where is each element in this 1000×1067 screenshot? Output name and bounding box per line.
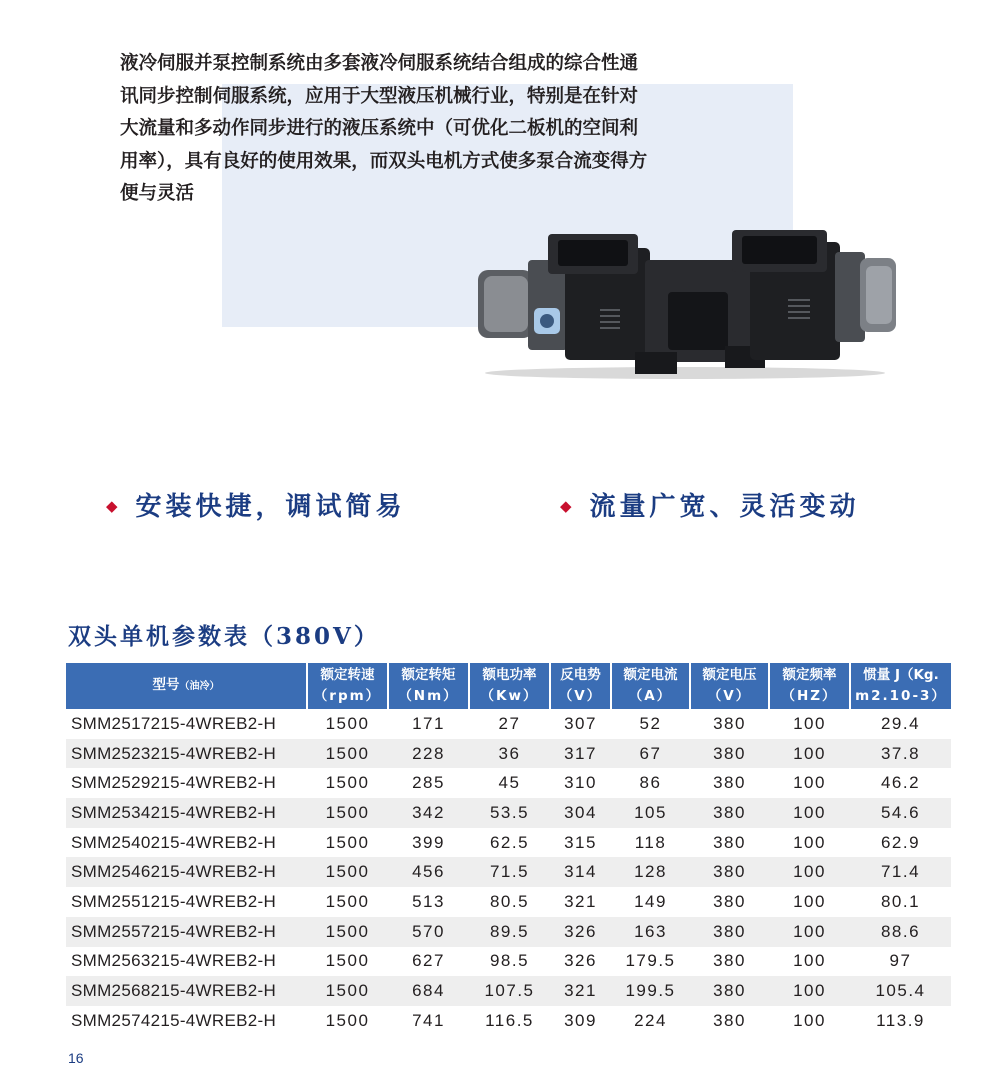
header-main: 额定电流: [623, 667, 678, 683]
cell-rated-voltage: 380: [690, 887, 769, 917]
cell-model: SMM2534215-4WREB2-H: [66, 798, 307, 828]
table-row: [66, 768, 951, 798]
table-row: [66, 828, 951, 858]
cell-rated-current: 67: [611, 739, 690, 769]
cell-model: SMM2517215-4WREB2-H: [66, 709, 307, 739]
cell-inertia: 97: [850, 947, 951, 977]
cell-inertia: 46.2: [850, 768, 951, 798]
cell-rated-speed: 1500: [307, 768, 388, 798]
table-row: [66, 887, 951, 917]
header-main: 额定电压: [702, 667, 757, 683]
cell-back-emf: 304: [550, 798, 611, 828]
feature-text: 流量广宽、灵活变动: [589, 492, 860, 522]
header-unit: （rpm）: [313, 688, 382, 704]
header-unit: m2.10-3）: [855, 688, 947, 704]
cell-back-emf: 321: [550, 887, 611, 917]
cell-rated-speed: 1500: [307, 917, 388, 947]
header-unit: （Nm）: [398, 688, 459, 704]
cell-back-emf: 321: [550, 976, 611, 1006]
cell-rated-power: 71.5: [469, 857, 550, 887]
cell-rated-current: 199.5: [611, 976, 690, 1006]
cell-model: SMM2563215-4WREB2-H: [66, 947, 307, 977]
cell-back-emf: 307: [550, 709, 611, 739]
cell-rated-torque: 228: [388, 739, 469, 769]
cell-rated-speed: 1500: [307, 739, 388, 769]
cell-rated-frequency: 100: [769, 917, 850, 947]
intro-line: 讯同步控制伺服系统，应用于大型液压机械行业，特别是在针对: [120, 85, 639, 107]
table-body: [66, 709, 951, 1036]
table-row: [66, 976, 951, 1006]
cell-rated-power: 107.5: [469, 976, 550, 1006]
cell-inertia: 54.6: [850, 798, 951, 828]
intro-line: 便与灵活: [120, 183, 195, 204]
cell-inertia: 80.1: [850, 887, 951, 917]
header-inertia: [850, 663, 951, 709]
page-number: 16: [68, 1050, 84, 1066]
diamond-bullet-icon: ◆: [106, 497, 118, 515]
cell-rated-power: 45: [469, 768, 550, 798]
table-row: [66, 857, 951, 887]
cell-rated-frequency: 100: [769, 709, 850, 739]
header-rated-power: [469, 663, 550, 709]
header-unit: （V）: [558, 688, 603, 704]
cell-rated-power: 80.5: [469, 887, 550, 917]
header-rated-torque: [388, 663, 469, 709]
cell-inertia: 113.9: [850, 1006, 951, 1036]
cell-rated-power: 89.5: [469, 917, 550, 947]
cell-rated-power: 116.5: [469, 1006, 550, 1036]
cell-rated-current: 179.5: [611, 947, 690, 977]
cell-rated-voltage: 380: [690, 917, 769, 947]
header-rated-current: [611, 663, 690, 709]
header-main: 惯量 J（Kg.: [863, 667, 939, 683]
header-main: 额定转速: [320, 667, 375, 683]
header-rated-frequency: [769, 663, 850, 709]
cell-inertia: 62.9: [850, 828, 951, 858]
cell-rated-voltage: 380: [690, 798, 769, 828]
cell-rated-current: 86: [611, 768, 690, 798]
cell-rated-voltage: 380: [690, 1006, 769, 1036]
cell-rated-power: 98.5: [469, 947, 550, 977]
cell-rated-speed: 1500: [307, 857, 388, 887]
cell-rated-frequency: 100: [769, 768, 850, 798]
cell-rated-torque: 627: [388, 947, 469, 977]
cell-rated-torque: 513: [388, 887, 469, 917]
cell-model: SMM2540215-4WREB2-H: [66, 828, 307, 858]
header-unit: （V）: [707, 688, 752, 704]
cell-rated-torque: 342: [388, 798, 469, 828]
cell-rated-current: 149: [611, 887, 690, 917]
cell-rated-power: 27: [469, 709, 550, 739]
table-row: [66, 709, 951, 739]
header-model: [66, 663, 307, 709]
feature-flow-flexible: [560, 486, 860, 523]
cell-rated-frequency: 100: [769, 828, 850, 858]
cell-model: SMM2523215-4WREB2-H: [66, 739, 307, 769]
cell-back-emf: 326: [550, 917, 611, 947]
cell-rated-frequency: 100: [769, 947, 850, 977]
cell-rated-frequency: 100: [769, 857, 850, 887]
parameter-table: [66, 663, 951, 1036]
feature-install-easy: [106, 486, 406, 523]
dual-head-motor-image: [470, 230, 900, 380]
cell-rated-current: 118: [611, 828, 690, 858]
header-main: 额定频率: [782, 667, 837, 683]
feature-text: 安装快捷，调试简易: [135, 492, 406, 522]
cell-rated-voltage: 380: [690, 857, 769, 887]
cell-back-emf: 309: [550, 1006, 611, 1036]
header-unit: （A）: [628, 688, 673, 704]
header-model-main: 型号: [152, 677, 180, 693]
table-row: [66, 1006, 951, 1036]
cell-model: SMM2568215-4WREB2-H: [66, 976, 307, 1006]
cell-rated-current: 163: [611, 917, 690, 947]
cell-model: SMM2546215-4WREB2-H: [66, 857, 307, 887]
table-row: [66, 798, 951, 828]
cell-inertia: 105.4: [850, 976, 951, 1006]
cell-rated-power: 62.5: [469, 828, 550, 858]
table-row: [66, 917, 951, 947]
cell-rated-speed: 1500: [307, 709, 388, 739]
intro-line: 液冷伺服并泵控制系统由多套液冷伺服系统结合组成的综合性通: [120, 53, 639, 74]
cell-rated-speed: 1500: [307, 798, 388, 828]
cell-inertia: 71.4: [850, 857, 951, 887]
cell-rated-torque: 741: [388, 1006, 469, 1036]
header-model-sub: （油冷）: [179, 681, 220, 692]
cell-back-emf: 326: [550, 947, 611, 977]
cell-model: SMM2529215-4WREB2-H: [66, 768, 307, 798]
cell-back-emf: 315: [550, 828, 611, 858]
cell-rated-frequency: 100: [769, 887, 850, 917]
cell-inertia: 29.4: [850, 709, 951, 739]
cell-back-emf: 314: [550, 857, 611, 887]
cell-inertia: 37.8: [850, 739, 951, 769]
cell-model: SMM2557215-4WREB2-H: [66, 917, 307, 947]
cell-rated-frequency: 100: [769, 976, 850, 1006]
cell-rated-speed: 1500: [307, 828, 388, 858]
cell-model: SMM2574215-4WREB2-H: [66, 1006, 307, 1036]
header-back-emf: [550, 663, 611, 709]
cell-rated-voltage: 380: [690, 976, 769, 1006]
cell-back-emf: 317: [550, 739, 611, 769]
cell-rated-torque: 285: [388, 768, 469, 798]
cell-inertia: 88.6: [850, 917, 951, 947]
cell-rated-voltage: 380: [690, 739, 769, 769]
cell-rated-torque: 399: [388, 828, 469, 858]
table-row: [66, 739, 951, 769]
cell-rated-voltage: 380: [690, 828, 769, 858]
cell-rated-torque: 684: [388, 976, 469, 1006]
cell-rated-power: 53.5: [469, 798, 550, 828]
cell-back-emf: 310: [550, 768, 611, 798]
cell-model: SMM2551215-4WREB2-H: [66, 887, 307, 917]
cell-rated-torque: 570: [388, 917, 469, 947]
table-header-row: [66, 663, 951, 709]
header-unit: （Kw）: [480, 688, 539, 704]
cell-rated-frequency: 100: [769, 739, 850, 769]
intro-paragraph: [120, 48, 720, 211]
cell-rated-speed: 1500: [307, 887, 388, 917]
cell-rated-torque: 456: [388, 857, 469, 887]
header-rated-voltage: [690, 663, 769, 709]
cell-rated-frequency: 100: [769, 1006, 850, 1036]
header-main: 额电功率: [482, 667, 537, 683]
cell-rated-frequency: 100: [769, 798, 850, 828]
cell-rated-voltage: 380: [690, 768, 769, 798]
intro-line: 用率），具有良好的使用效果，而双头电机方式使多泵合流变得方: [120, 150, 648, 172]
cell-rated-speed: 1500: [307, 1006, 388, 1036]
cell-rated-current: 105: [611, 798, 690, 828]
table-title: 双头单机参数表（380V）: [68, 623, 380, 650]
cell-rated-power: 36: [469, 739, 550, 769]
cell-rated-current: 128: [611, 857, 690, 887]
cell-rated-voltage: 380: [690, 947, 769, 977]
header-unit: （HZ）: [781, 688, 838, 704]
cell-rated-current: 52: [611, 709, 690, 739]
cell-rated-current: 224: [611, 1006, 690, 1036]
cell-rated-voltage: 380: [690, 709, 769, 739]
header-main: 反电势: [560, 667, 601, 683]
cell-rated-speed: 1500: [307, 976, 388, 1006]
intro-line: 大流量和多动作同步进行的液压系统中（可优化二板机的空间利: [120, 118, 639, 139]
table-row: [66, 947, 951, 977]
header-main: 额定转矩: [401, 667, 456, 683]
cell-rated-torque: 171: [388, 709, 469, 739]
diamond-bullet-icon: ◆: [560, 497, 572, 515]
header-rated-speed: [307, 663, 388, 709]
cell-rated-speed: 1500: [307, 947, 388, 977]
